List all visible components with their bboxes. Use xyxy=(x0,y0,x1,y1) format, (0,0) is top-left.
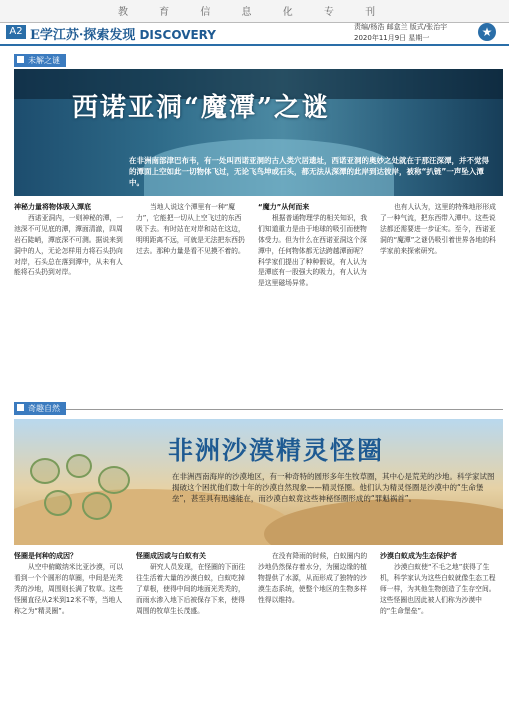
top-banner xyxy=(0,0,509,23)
article1-col4 xyxy=(380,202,498,407)
section-label-text: 未解之谜 xyxy=(28,56,60,65)
fairy-circles-image xyxy=(26,452,146,522)
cave-photo-banner xyxy=(14,69,503,196)
article1-subhead2: “魔力”从何而来 xyxy=(258,203,310,211)
section-title xyxy=(30,24,216,43)
article2-col3 xyxy=(258,551,370,717)
article1-col4-text: 也有人认为，这里的特殊地形形成了一种气流，把东西带入潭中。这些说法都还需要进一步证实。至今，西诺亚洞的“魔潭”之谜仍吸引着世界各地的科学家前来探索研究。 xyxy=(380,203,496,255)
fairy-circle xyxy=(30,458,60,484)
page-number: A2 xyxy=(6,25,26,39)
article1-col1 xyxy=(14,202,126,407)
section-label-nature xyxy=(14,402,66,415)
article1-lead: 在非洲南部津巴布韦，有一处叫西诺亚洞的古人类穴居遗址，西诺亚洞的奥妙之处就在于那汪深潭，并不觉得的潭面上空如此一切物体飞过，无论飞鸟坤或石头，都无法从深潭的此岸到达彼岸，被称“扒链”一声坠入潭中。 xyxy=(129,156,489,187)
article2-col1-text: 从空中俯瞰纳米比亚沙漠，可以看到一个个圆形的草圈，中间是光秃秃的沙地，周围则长满了牧草。这些怪圈直径从2米到12米不等，当地人称之为“精灵圈”。 xyxy=(14,562,124,615)
article2-col2 xyxy=(136,551,248,717)
section-divider xyxy=(14,409,503,410)
article1-col2-text: 当地人说这个潭里有一种“魔力”，它能把一切从上空飞过的东西吸下去。有时站在对岸和站在这边，明明距离不远，可就是无法把东西扔过去。那种力量是看不见摸不着的。 xyxy=(136,203,245,255)
issue-date: 2020年11月9日 星期一 xyxy=(354,34,430,42)
article2-col2-text: 研究人员发现，在怪圈的下面往往生活着大量的沙漠白蚁，白蚁吃掉了草根，使得中间的地面光秃秃的，而雨水渗入地下后被保存下来，使得周围的牧草生长茂盛。 xyxy=(136,562,246,615)
article1-subhead1: 神秘力量将物体吸入潭底 xyxy=(14,203,91,211)
sand-dune-image xyxy=(264,499,503,545)
newspaper-logo-icon: ★ xyxy=(478,23,496,41)
article1-col3-text: 根据普通物理学的相关知识，我们知道重力是由于地球的吸引而使物体受力。但为什么在西诺亚洞这个深潭中，任何物体都无法跨越潭面呢？科学家们提出了种种假说，有人认为是潭底有一股强大的吸力，有人认为是这里磁场异常。 xyxy=(258,213,368,288)
banner-text: 教 育 信 息 化 专 刊 xyxy=(118,7,390,18)
section-label-text: 奇趣自然 xyxy=(28,404,60,413)
article2-col3-text: 在没有降雨的时候，白蚁圈内的沙地仍然保存着水分，为圈边缘的植物提供了水源，从而形成了独特的沙漠生态系统，使整个地区的生物多样性得以维持。 xyxy=(258,552,368,604)
edition-meta xyxy=(354,22,447,44)
square-bullet-icon xyxy=(17,56,24,63)
article2-body xyxy=(14,551,503,717)
section-title-en: DISCOVERY xyxy=(139,28,216,42)
article2-col4-text: 沙漠白蚁使“不毛之地”获得了生机，科学家认为这些白蚁就像生态工程师一样，为其他生物创造了生存空间。这些怪圈也因此被人们称为沙漠中的“生命堡垒”。 xyxy=(380,562,496,615)
article2-subhead3: 沙漠白蚁成为生态保护者 xyxy=(380,552,457,560)
section-title-cn: E学江苏·探索发现 xyxy=(30,28,136,43)
article2-subhead1: 怪圈是何种的成因？ xyxy=(14,552,77,560)
fairy-circle xyxy=(44,490,72,516)
article1-headline: 西诺亚洞“魔潭”之谜 xyxy=(72,93,330,123)
article2-headline: 非洲沙漠精灵怪圈 xyxy=(168,436,385,465)
page-header xyxy=(0,22,509,46)
section-label-mystery xyxy=(14,54,66,67)
editor-credit: 责编/杨浩 邮盒兰 版式/张治宇 xyxy=(354,23,448,31)
article1-col3 xyxy=(258,202,370,407)
article2-lead: 在非洲西南海岸的沙漠地区，有一种奇特的圆形多年生牧草圈，其中心是荒芜的沙地。科学家试图揭破这个困扰他们数十年的沙漠自然现象——精灵怪圈。他们认为精灵怪圈是沙漠中的“生命堡垒”，甚至具有迅速能在，而沙漠白蚁竟这些神秘怪圈形成的“罪魁祸首”。 xyxy=(172,472,495,503)
fairy-circle xyxy=(82,492,112,520)
article1-body xyxy=(14,202,503,407)
square-bullet-icon xyxy=(17,404,24,411)
article1-col2 xyxy=(136,202,248,407)
article2-col1 xyxy=(14,551,126,717)
article2-subhead2: 怪圈成因或与白蚁有关 xyxy=(136,552,206,560)
article1-col1-text: 西诺亚洞内，一则神秘的潭，一池深不可见底的潭，潭面清澈，四周岩石陡峭，潭底深不可测。据说来到洞中的人，无论怎样用力将石头扔向对岸，石头总在落到潭中，从未有人能将石头扔到对岸。 xyxy=(14,213,124,277)
article2-col4 xyxy=(380,551,498,717)
fairy-circle xyxy=(66,454,92,478)
fairy-circle xyxy=(98,466,130,494)
